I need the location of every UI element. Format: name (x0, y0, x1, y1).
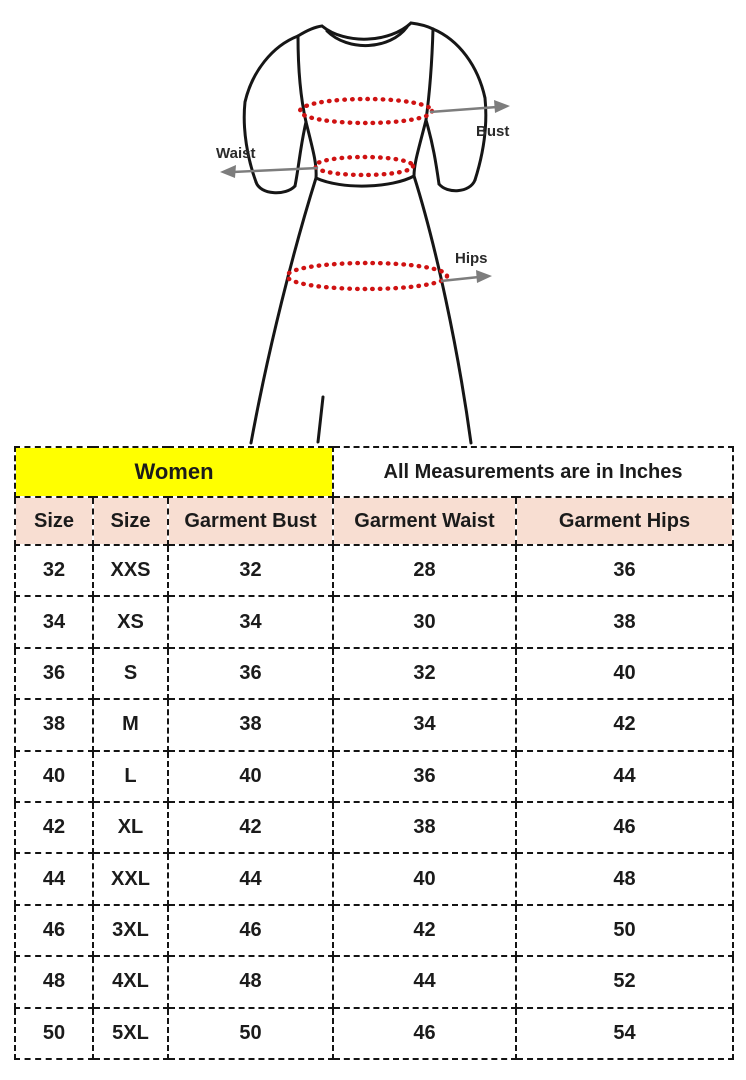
table-cell: 34 (168, 596, 333, 647)
bust-label: Bust (476, 123, 510, 140)
table-row (15, 751, 733, 802)
dress-measurement-diagram (0, 0, 746, 446)
table-cell: 28 (333, 545, 516, 596)
table-row (15, 853, 733, 904)
table-cell: 50 (516, 905, 733, 956)
hips-measure-ellipse (287, 263, 447, 289)
table-cell: S (93, 648, 168, 699)
table-cell: 44 (168, 853, 333, 904)
table-cell: 38 (516, 596, 733, 647)
table-cell: 38 (333, 802, 516, 853)
table-cell: 48 (15, 956, 93, 1007)
table-cell: 50 (15, 1008, 93, 1059)
table-cell: 34 (333, 699, 516, 750)
table-row (15, 1008, 733, 1059)
table-cell: 4XL (93, 956, 168, 1007)
table-cell: 5XL (93, 1008, 168, 1059)
table-cell: 40 (333, 853, 516, 904)
table-cell: 44 (516, 751, 733, 802)
dress-outline (244, 23, 486, 443)
table-cell: 42 (333, 905, 516, 956)
table-row (15, 802, 733, 853)
column-header-garment-hips: Garment Hips (516, 497, 733, 545)
table-cell: XXL (93, 853, 168, 904)
waist-label: Waist (216, 145, 256, 162)
table-cell: 36 (516, 545, 733, 596)
hips-label: Hips (455, 250, 488, 267)
table-cell: 48 (168, 956, 333, 1007)
table-row (15, 905, 733, 956)
table-cell: 32 (168, 545, 333, 596)
table-cell: 32 (333, 648, 516, 699)
table-cell: 30 (333, 596, 516, 647)
waist-arrow (220, 165, 318, 178)
waist-seam (316, 176, 414, 186)
table-cell: 48 (516, 853, 733, 904)
table-cell: L (93, 751, 168, 802)
table-cell: 36 (168, 648, 333, 699)
table-cell: 36 (15, 648, 93, 699)
table-cell: 40 (516, 648, 733, 699)
table-cell: 52 (516, 956, 733, 1007)
column-header-size-letter: Size (93, 497, 168, 545)
table-cell: 38 (15, 699, 93, 750)
table-row (15, 648, 733, 699)
table-cell: 46 (15, 905, 93, 956)
waist-measure-ellipse (315, 157, 413, 175)
units-note-header: All Measurements are in Inches (333, 447, 733, 497)
table-cell: 3XL (93, 905, 168, 956)
table-cell: 50 (168, 1008, 333, 1059)
women-group-header: Women (15, 447, 333, 497)
column-header-row (15, 497, 733, 545)
table-cell: 40 (15, 751, 93, 802)
table-row (15, 596, 733, 647)
column-header-garment-waist: Garment Waist (333, 497, 516, 545)
table-cell: 44 (333, 956, 516, 1007)
size-chart-table (14, 446, 734, 1060)
table-cell: 54 (516, 1008, 733, 1059)
table-row (15, 956, 733, 1007)
table-row (15, 545, 733, 596)
table-cell: 46 (168, 905, 333, 956)
table-cell: 46 (333, 1008, 516, 1059)
skirt-slit-line (318, 397, 323, 442)
bust-arrow (430, 100, 510, 113)
table-cell: 36 (333, 751, 516, 802)
table-cell: 42 (15, 802, 93, 853)
bust-measure-ellipse (300, 99, 432, 123)
size-chart-body (15, 545, 733, 1059)
table-cell: 46 (516, 802, 733, 853)
table-cell: 42 (168, 802, 333, 853)
group-header-row (15, 447, 733, 497)
table-cell: XS (93, 596, 168, 647)
table-cell: M (93, 699, 168, 750)
table-cell: 32 (15, 545, 93, 596)
table-cell: 44 (15, 853, 93, 904)
table-cell: XL (93, 802, 168, 853)
table-row (15, 699, 733, 750)
table-cell: 38 (168, 699, 333, 750)
column-header-size-number: Size (15, 497, 93, 545)
table-cell: XXS (93, 545, 168, 596)
table-cell: 42 (516, 699, 733, 750)
column-header-garment-bust: Garment Bust (168, 497, 333, 545)
table-cell: 40 (168, 751, 333, 802)
table-cell: 34 (15, 596, 93, 647)
